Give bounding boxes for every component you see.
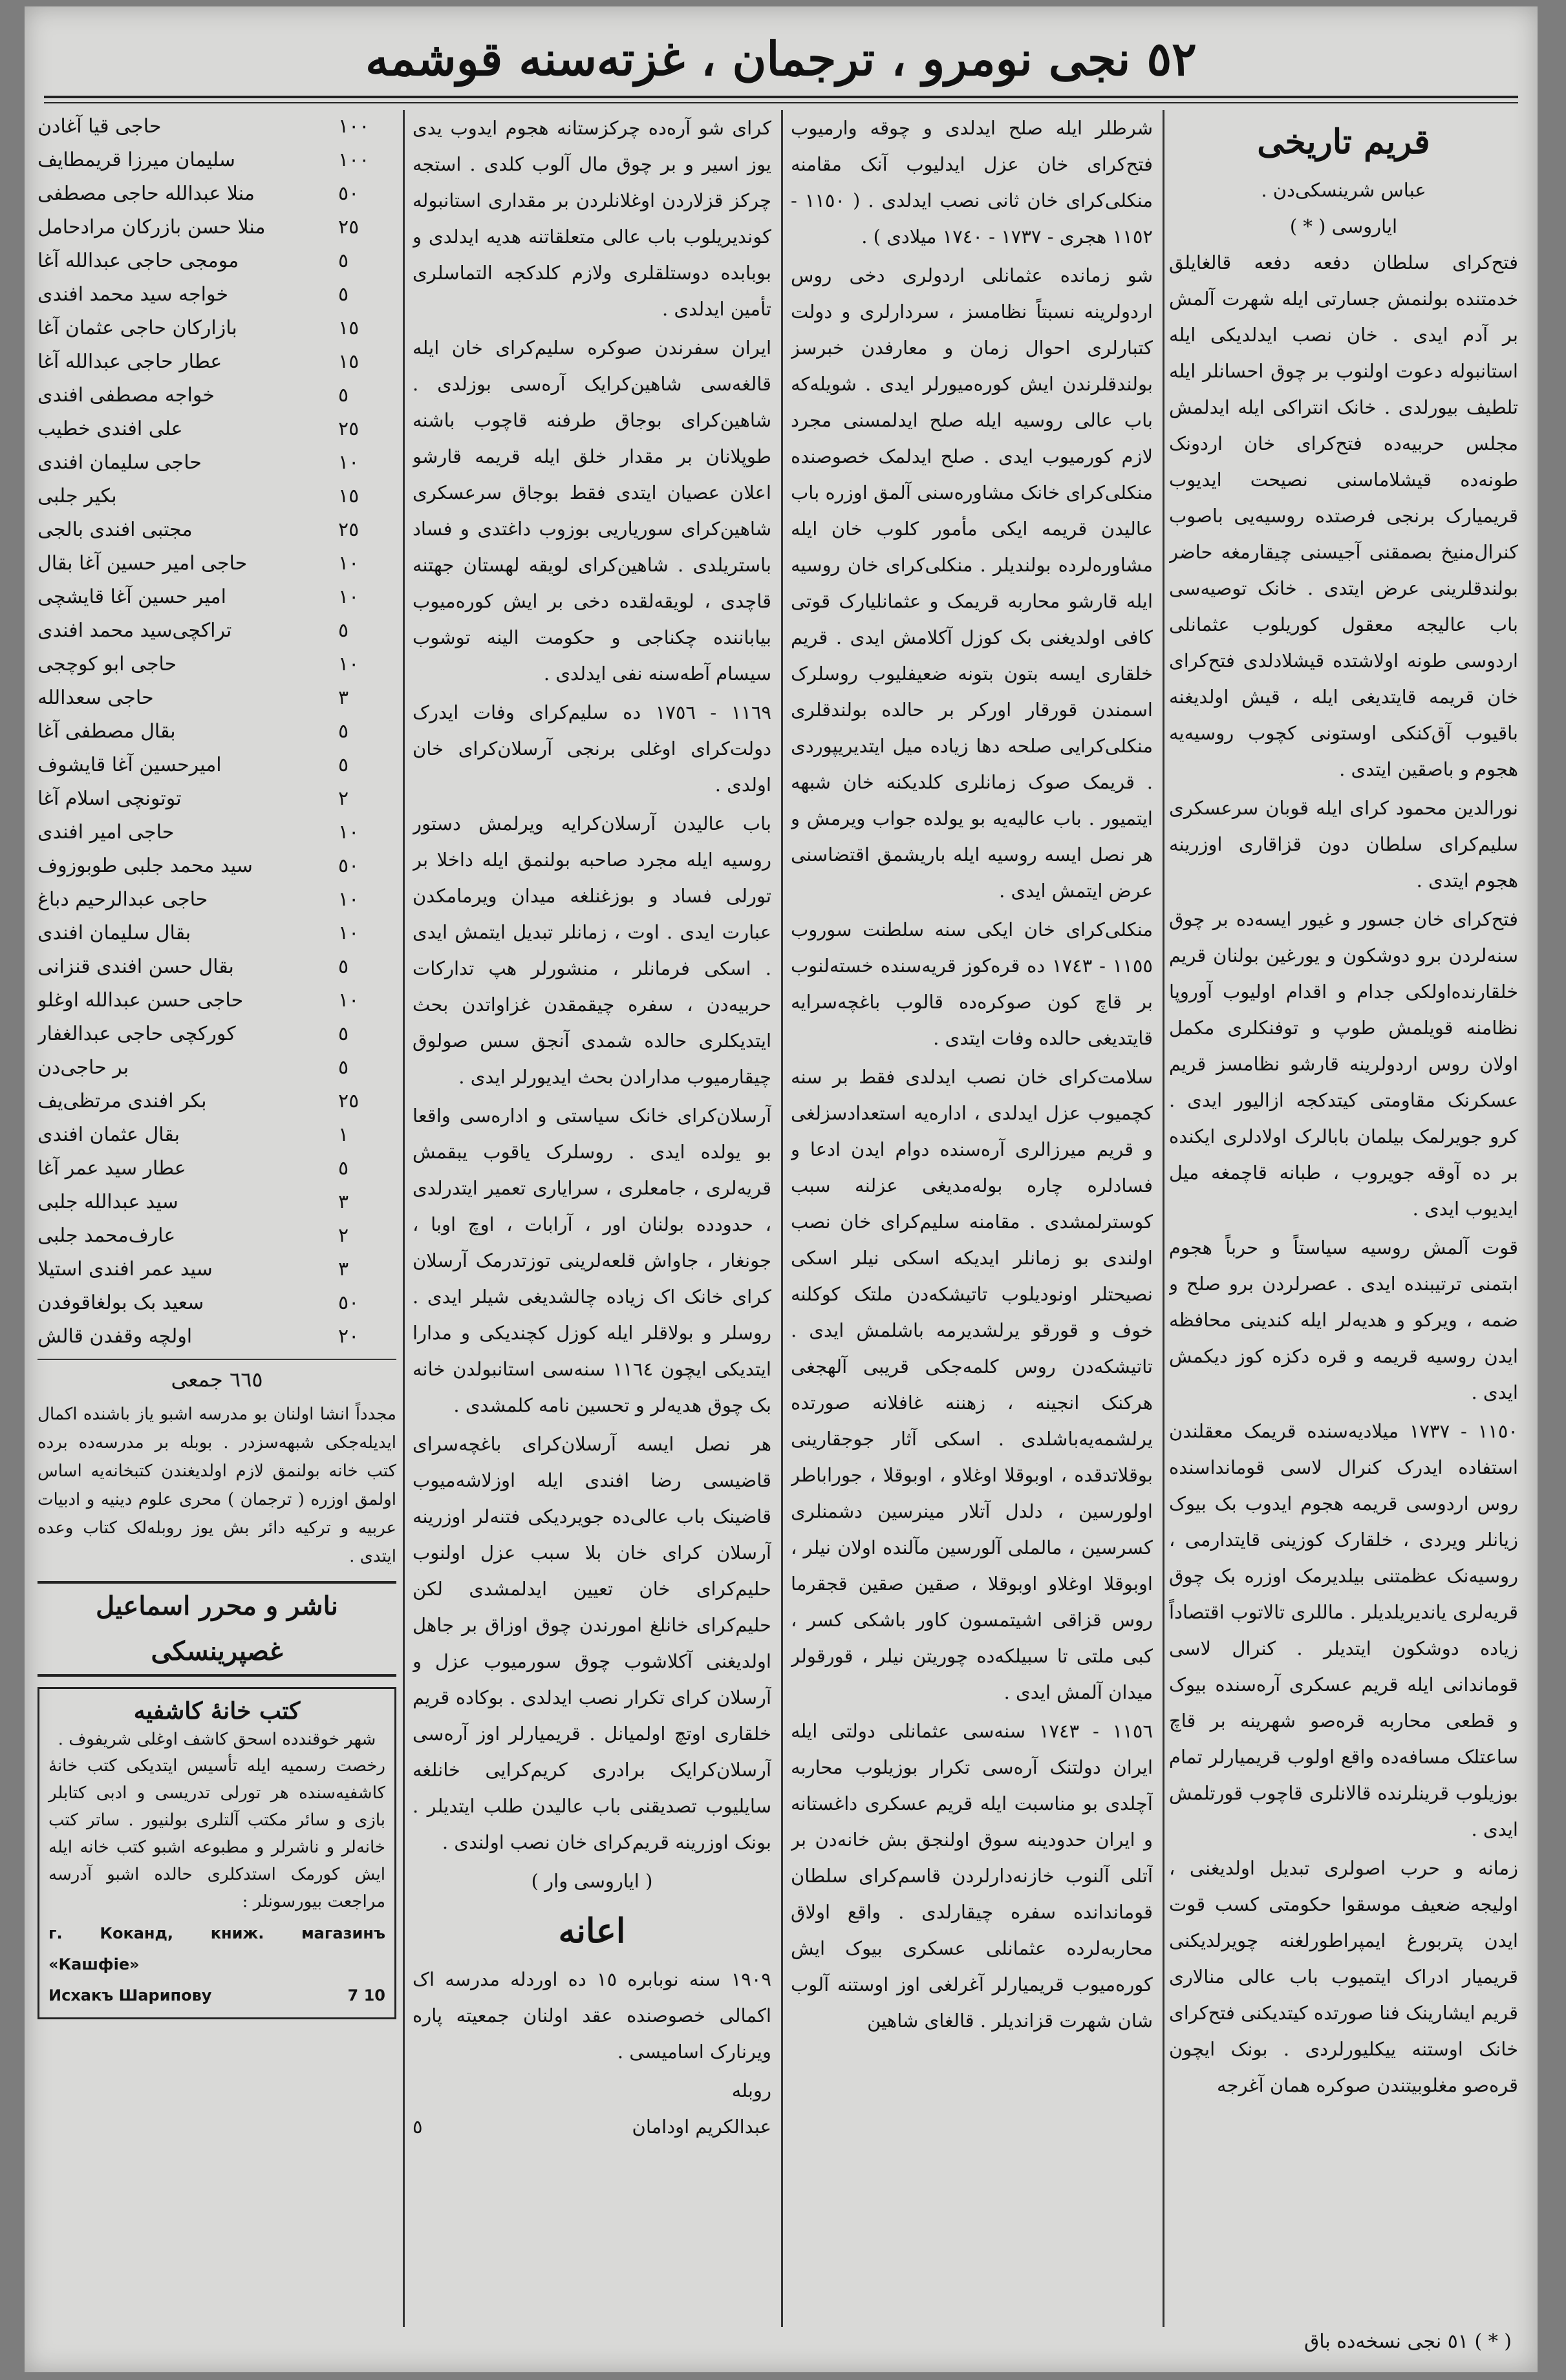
donor-note: مجدداً انشا اولنان بو مدرسه اشبو یاز باشنده اکمال ایدیله‌جکی شبهه‌سزدر . بوبله بر مدرسه‌ده برده کتب خانه بولنمق لازم اولدیغندن کتبخانه‌یه اساس اولمق اوزره ( ترجمان ) محری علوم دینیه و ادبیات عربیه و ترکیه دائر بش یوز روبله‌لک کتاب وعده ایتدی .: [38, 1405, 396, 1566]
donor-row: [38, 1219, 396, 1253]
donor-name: بقال عثمان افندی: [38, 1123, 180, 1146]
article-author: عباس شرینسکی‌دن .: [1261, 179, 1426, 201]
donor-row: [38, 1320, 396, 1354]
donor-amount: ١٠: [338, 989, 359, 1012]
col1-paragraph: زمانه و حرب اصولری تبدیل اولدیغنی ، اولیجه ضعیف موسقوا حکومتی کسب قوت ایدن پتربورغ ایمپراطورلغنه چویرلدیکنی قریمیار ادراک ایتمیوب باب عالی منالاری قریم ایشارینک فنا صورتده کیتدیکنی فتح‌کرای خانک اوستنه ییکلیورلردی . بونک ایچون قره‌صو مغلوبیتندن صوکره همان آغرجه: [1169, 1857, 1518, 2096]
donor-name: سلیمان میرزا قریمطایف: [38, 149, 235, 171]
article-continued: ایاروسی ( * ): [1289, 215, 1398, 237]
donor-name: علی افندی خطیب: [38, 418, 183, 440]
ad-contact: [48, 1980, 385, 2011]
donor-amount: ١٠: [338, 888, 359, 911]
donor-name: حاجی عبدالرحیم دباغ: [38, 888, 208, 911]
donor-row: [38, 143, 396, 177]
donor-amount: ١٥: [338, 350, 359, 373]
donor-row: [38, 1017, 396, 1051]
bookshop-ad: [38, 1687, 396, 2019]
donor-amount: ١٠: [338, 552, 359, 575]
donor-name: سید محمد جلبی طوبوزوف: [38, 855, 253, 877]
ad-subtitle: شهر خوقندده اسحق کاشف اوغلی شریفوف .: [58, 1730, 376, 1749]
donor-name: خواجه سید محمد افندی: [38, 283, 229, 306]
donor-name: منلا عبدالله حاجی مصطفی: [38, 182, 255, 205]
masthead-title: ٥٢ نجی نومرو ، ترجمان ، غزته‌سنه قوشمه: [365, 30, 1197, 86]
column-3: [413, 110, 771, 2333]
donor-row: [38, 816, 396, 849]
donor-row: [38, 177, 396, 211]
donor-row: [38, 1051, 396, 1085]
donor-row: [38, 984, 396, 1017]
donor-row: [38, 244, 396, 278]
donor-name: بقال حسن افندی قنزانی: [38, 955, 234, 978]
donor-row: [38, 547, 396, 580]
donor-amount: ١٠٠: [338, 115, 370, 138]
donor-row: [38, 446, 396, 480]
donor-name: حاجی قیا آغادن: [38, 115, 162, 138]
donor-amount: ١٠: [338, 451, 359, 474]
ad-contact-name: Исхакъ Шарипову: [48, 1986, 212, 2004]
continued-note: ( ایاروسی وار ): [531, 1870, 653, 1892]
donor-amount: ١٠: [338, 653, 359, 675]
donor-name: بقال سلیمان افندی: [38, 922, 191, 944]
donor-name: مومجی حاجی عبدالله آغا: [38, 250, 239, 272]
donor-amount: ٥: [338, 384, 349, 407]
col3-paragraph: هر نصل ایسه آرسلان‌کرای باغچه‌سرای قاضیسی رضا افندی ایله اوزلاشه‌میوب قاضینک باب عالی‌ده جویردیکی فتنه‌لر اوزرینه آرسلان کرای خان بلا سبب عزل اولنوب حلیم‌کرای خان تعیین ایدلمشدی لکن حلیم‌کرای خانلغ امورندن چوق اوزاق بر جاهل اولدیغنی آکلاشوب چوق سورمیوب عزل و آرسلان کرای تکرار نصب ایدلدی . بوکاده قریم خلقاری اوتچ اولمیانل . قریمیارلر اوز آره‌سی آرسلان‌کرایک برادری کریم‌کرایی خانلغه سایلیوب تصدیقنی باب عالیدن طلب ایتدیلر . بونک اوزرینه قریم‌کرای خان نصب اولندی .: [413, 1433, 771, 1853]
donor-amount: ٥: [338, 1056, 349, 1079]
donor-name: حاجی سلیمان افندی: [38, 451, 202, 474]
aid-text: ١٩٠٩ سنه نوبابره ١٥ ده اوردله مدرسه اک اکمالی خصوصنده عقد اولنان جمعیته پاره ویرنارک اسامیسی .: [413, 1968, 771, 2063]
donor-amount: ١٠٠: [338, 149, 370, 171]
donor-name: امیر حسین آغا قایشچی: [38, 586, 226, 608]
donor-amount: ١٠: [338, 821, 359, 844]
donor-name: توتونچی اسلام آغا: [38, 787, 182, 810]
donor-row: [38, 211, 396, 244]
col2-paragraph: شو زمانده عثمانلی اردولری دخی روس اردولرینه نسبتاً نظامسز ، سردارلری و دولت کتبارلری احوال زمان و معارفدن خبرسز بولندقلرندن ایش کوره‌میورلر ایدی . شویله‌که باب عالی روسیه ایله صلح ایدلمسنی مجرد لازم کورمیوب ایدی . صلح ایدلمک خصوصنده منکلی‌کرای خانک مشاوره‌سنی آلمق اوزره باب عالیدن قریمه ایکی مأمور کلوب خان ایله مشاوره‌لرده بولندیلر . منکلی‌کرای خان روسیه ایله قارشو محاربه قریمک و عثمانلیارک قوتی کافی اولدیغنی بک کوزل آکلامش ایدی . قریم خلقاری ایسه بتون بتونه ضعیفلیوب روسلرک اسمندن قورقار اورکر بر حالده بولندقلری منکلی‌کرایی صلحه دها زیاده میل ایتدیریپوردی . قریمک صوک زمانلری کلدیکنه خان شبهه ایتمیور . باب عالیه‌یه بو یولده جواب ویرمش و هر نصل ایسه روسیه ایله باریشمق اقتضاسنی عرض ایتمش ایدی .: [791, 264, 1153, 902]
donor-amount: ١٥: [338, 317, 359, 339]
donor-name: بقال مصطفی آغا: [38, 720, 176, 743]
ad-address-line: г. Коканд, книж. магазинъ «Кашфіе»: [48, 1924, 385, 1973]
donor-row: [38, 1118, 396, 1152]
aid-amount: ٥: [413, 2116, 423, 2138]
donor-name: امیرحسین آغا قایشوف: [38, 754, 222, 776]
donor-row: [38, 950, 396, 984]
donor-amount: ٥: [338, 955, 349, 978]
ad-body: رخصت رسمیه ایله تأسیس ایتدیکی کتب خانهٔ کاشفیه‌سنده هر تورلی تدریسی و ادبی کتابلر بازی و سائر مکتب آلتلری بولنیور . ساتر کتب خانه‌لر و ناشرلر و مطبوعه اشبو کتب خانه ایله ایش کورمک استدکلری حالده اشبو آدرسه مراجعت بیورسونلر :: [48, 1756, 385, 1911]
donor-amount: ٢: [338, 1224, 349, 1247]
donor-row: [38, 278, 396, 312]
donor-name: منلا حسن بازرکان مرادحامل: [38, 216, 266, 239]
column-4: [38, 110, 396, 2333]
donor-row: [38, 1253, 396, 1286]
donor-amount: ٣: [338, 1258, 349, 1280]
col3-paragraph: کرای شو آره‌ده چرکزستانه هجوم ایدوب یدی یوز اسیر و بر چوق مال آلوب کلدی . استجه چرکز قزلاردن اوغلانلردن بر مقداری استانبوله کوندیریلوب باب عالی متعلقاتنه هدیه ایدلدی و بوبابده دوستلقلری ولازم کلدکجه التماسلری تأمین ایدلدی .: [413, 117, 771, 320]
donor-row: [38, 849, 396, 883]
col2-paragraph: شرطلر ایله صلح ایدلدی و چوقه وارمیوب فتح‌کرای خان عزل ایدلیوب آنک مقامنه منکلی‌کرای خان ثانی نصب ایدلدی . ( ١١٥٠ - ١١٥٢ هجری - ١٧٣٧ - ١٧٤٠ میلادی ) .: [791, 117, 1153, 248]
donor-name: حاجی ابو کوچجی: [38, 653, 177, 675]
masthead-rule: [44, 96, 1518, 103]
donor-amount: ١٥: [338, 485, 359, 507]
col3-paragraph: ١١٦٩ - ١٧٥٦ ده سلیم‌کرای وفات ایدرک دولت‌کرای اوغلی برنجی آرسلان‌کرای خان اولدی .: [413, 701, 771, 796]
column-divider: [1163, 110, 1164, 2327]
donor-amount: ١٠: [338, 586, 359, 608]
donor-name: بکیر جلبی: [38, 485, 117, 507]
donor-name: عطار حاجی عبدالله آغا: [38, 350, 222, 373]
donor-amount: ٢٠: [338, 1325, 359, 1348]
article-title: قریم تاریخی: [1257, 122, 1430, 162]
aid-entry: [413, 2109, 771, 2145]
donor-row: [38, 614, 396, 648]
donor-name: بر حاجی‌دن: [38, 1056, 129, 1079]
donor-name: عطار سید عمر آغا: [38, 1157, 186, 1180]
donor-amount: ٥: [338, 283, 349, 306]
donor-row: [38, 110, 396, 143]
donor-amount: ٢٥: [338, 1090, 359, 1112]
col3-paragraph: ایران سفرندن صوکره سلیم‌کرای خان ایله قالغه‌سی شاهین‌کرایک آره‌سی بوزلدی . شاهین‌کرای بوجاق طرفنه قاچوب باشنه طوپلانان بر مقدار خلق ایله قریمه قارشو اعلان عصیان ایتدی فقط بوجاق سرعسکری شاهین‌کرای سوریاریی بوزوب داغتدی و فساد باستریلدی . شاهین‌کرای لویقه لهستان جهتنه قاچدی ، لویقه‌لقده دخی بر ایش کوره‌میوب بیاباننده چکناجی و حکومت الینه توشوب سیسام آطه‌سنه نفی ایدلدی .: [413, 337, 771, 685]
donor-name: سید عمر افندی استیلا: [38, 1258, 213, 1280]
donor-row: [38, 1152, 396, 1185]
col1-paragraph: قوت آلمش روسیه سیاستاً و حرباً هجوم ابتمنی ترتیبنده ایدی . عصرلردن برو صلح و ضمه ، ویرکو و هدیه‌لر ایله کندینی محافظه ایدن روسیه قریمه و قره دکزه کوز دیکمش ایدی .: [1169, 1237, 1518, 1403]
donor-amount: ٢: [338, 787, 349, 810]
ad-phone: 7 10: [347, 1986, 385, 2004]
donor-amount: ٥: [338, 250, 349, 272]
donor-row: [38, 1085, 396, 1118]
aid-title: اعانه: [558, 1911, 626, 1951]
donor-amount: ٥: [338, 754, 349, 776]
aid-unit: روبله: [731, 2079, 771, 2101]
donor-row: [38, 345, 396, 379]
col1-paragraph: فتح‌کرای سلطان دفعه دفعه قالغایلق خدمتنده بولنمش جسارتی ایله شهرت آلمش بر آدم ایدی . خان نصب ایدلدیکی ایله استانبوله دعوت اولنوب بر چوق احسانلر ایله تلطیف بیورلدی . خانک انتراکی ایله ایدلمش مجلس حربیه‌ده فتح‌کرای خان اردونک طونه‌ده قیشلاماسنی نصیحت ایدیوب قریمیارک برنجی فرصتده روسیه‌یی باصوب کنرال‌منیخ‌ بصمقنی آجیسنی چیقارمغه حاضر بولندقلرینی عرض ایتدی . خانک توصیه‌سی باب عالیجه معقول کوریلوب عثمانلی اردوسی طونه اولاشتده قیشلادلدی فتح‌کرای خان قریمه قایتدیغی ایله ، قیش اولدیغنه باقیوب آق‌کنکی اوستونی کچوب روسیه‌یه هجوم و باصقین ایتدی .: [1169, 251, 1518, 780]
donor-row: [38, 782, 396, 816]
donor-row: [38, 715, 396, 749]
column-1: [1169, 110, 1518, 2333]
donor-name: حاجی حسن عبدالله اوغلو: [38, 989, 244, 1012]
masthead: [25, 19, 1538, 97]
donor-row: [38, 917, 396, 950]
donor-amount: ١: [338, 1123, 349, 1146]
donor-amount: ٢٥: [338, 216, 359, 239]
donor-name: خواجه مصطفی افندی: [38, 384, 215, 407]
col1-paragraph: نورالدین محمود کرای ایله قوبان سرعسکری سلیم‌کرای سلطان دون قزاقاری اوزرینه هجوم ایتدی .: [1169, 797, 1518, 891]
donor-row: [38, 312, 396, 345]
column-2: [791, 110, 1153, 2333]
donor-row: [38, 648, 396, 681]
donor-row: [38, 1185, 396, 1219]
donor-list: [38, 110, 396, 1354]
publisher-line: ناشر و محرر اسماعیل غصپرینسکی: [38, 1581, 396, 1677]
donor-row: [38, 1286, 396, 1320]
column-divider: [781, 110, 783, 2327]
col3-paragraph: باب عالیدن آرسلان‌کرایه ویرلمش دستور روسیه ایله مجرد صاحبه بولنمق ایله داخلا بر تورلی فساد و بوزغنلغه میدان ویرمامکدن عبارت ایدی . اوت ، زمانلر تبدیل ایتمش ایدی . اسکی فرمانلر ، منشورلر هپ تدارکات حربیه‌دن ، سفره چیقمقدن غزاواتدن بحث ایتدیکلری حالده شمدی آنجق سس صولوق چیقارمیوب مدارادن بحث ایدیورلر ایدی .: [413, 813, 771, 1088]
column-divider: [403, 110, 405, 2327]
donor-amount: ٢٥: [338, 418, 359, 440]
col1-paragraph: ١١٥٠ - ١٧٣٧ میلادیه‌سنده قریمک معقلندن استفاده ایدرک کنرال لاسی قومانداسنده روس اردوسی قریمه هجوم ایدوب بک بیوک زیانلر ویردی ، خلقارک کوزینی قایتدارمی ، روسیه‌نک عظمتنی بیلدیرمک اوزره بک چوق قریه‌لری یاندیریلدیلر . ماللری تالاتوب اقتصاداً زیاده دوشکون ایتدیلر . کنرال لاسی قوماندانی ایله قریم عسکری آره‌سنده بیوک و قطعی محاربه قره‌صو شهرینه بر قاچ ساعتلک مسافه‌ده واقع اولوب قریمیارلر تمام بوزیلوب قرینلرنده قالانلری قاچوب قورتلمش ایدی .: [1169, 1420, 1518, 1840]
donor-amount: ٥: [338, 619, 349, 642]
donor-row: [38, 513, 396, 547]
donor-amount: ٥: [338, 1157, 349, 1180]
donor-name: اولچه وقفدن قالش: [38, 1325, 193, 1348]
donor-amount: ١٠: [338, 922, 359, 944]
col3-paragraph: آرسلان‌کرای خانک سیاستی و ادارەسی واقعا بو یولده ایدی . روسلرک یاقوب یبقمش قریه‌لری ، جامعلری ، سرایاری تعمیر ایتدرلدی ، حدودده بولنان اور ، آرابات ، اوچ اوبا ، جونغار ، جاواش قلعه‌لرینی توزتدرمک آرسلان کرای خانک اک زیاده چالشدیغی شیلر ایدی . روسلر و بولاقلر ایله کوزل کچندیکی و مدارا ایتدیکی ایچون ١١٦٤ سنه‌سی استانبولدن خانه بک چوق هدیه‌لر و تحسین نامه کلمشدی .: [413, 1105, 771, 1416]
donor-name: بکر افندی مرتظی‌یف: [38, 1090, 207, 1112]
donor-amount: ٢٥: [338, 518, 359, 541]
donor-name: تراکچی‌سید محمد افندی: [38, 619, 232, 642]
donor-total: ٦٦٥ جمعی: [38, 1359, 396, 1395]
donor-name: سعید بک بولغاقوفدن: [38, 1291, 204, 1314]
donor-row: [38, 480, 396, 513]
donor-row: [38, 883, 396, 917]
donor-amount: ٣: [338, 1191, 349, 1213]
col1-paragraph: فتح‌کرای خان جسور و غیور ایسه‌ده بر چوق سنه‌لردن برو دوشکون و یورغین بولنان قریم خلقارنده‌اولکی جدام و اقدام اولیوب آوروپا نظامنه قویلمش طوپ و توفنکلری مکمل اولان روس اردولرینه قارشو نظامسز قریم عسکرنک مقاومتی کیتدکجه ازالیور ایدی . کرو جویرلمک بیلمان بابالرک اولادلری ایکنده بر ده آوقه جویروب ، طبانه قاچمغه میل ایدیوب ایدی .: [1169, 908, 1518, 1220]
donor-row: [38, 749, 396, 782]
newspaper-page: [25, 6, 1538, 2372]
donor-name: عارف‌محمد جلبی: [38, 1224, 176, 1247]
col2-paragraph: سلامت‌کرای خان نصب ایدلدی فقط بر سنه کچمیوب عزل ایدلدی ، اداره‌یه استعدادسزلغی و قریم میرزالری آره‌سنده دوام ایدن ادعا و فسادلره چاره بوله‌مدیغی عزلنه سبب کوسترلمشدی . مقامنه سلیم‌کرای خان نصب اولندی بو زمانلر ایدیکه اسکی نیلر اسکی نصیحتلر اونودیلوب تاتیشکه‌دن ملتک کوکلنه خوف و قورقو یرلشدیرمه باشلمش ایدی . تاتیشکه‌دن روس کلمه‌جکی قریبی آلهجغی هرکنک انجینه ، زهننه غافلانه صورتده یرلشمه‌یه‌باشلدی . اسکی آثار جوجقارینی بوقلاتدقده ، اوبوقلا اوغلاو ، اوبوقلا ، جوراباطر اولورسین ، دلدل آتلار مینرسین دشمنلری کسرسین ، مالملی آلورسین مآلنده اولان نیلر ، اوبوقلا اوغلاو اوبوقلا ، صقین صقین قجقرما روس قزاقی اشیتمسون کاور باشکی کسر ، کبی ملتی تا سبیلکه‌ده چوریتن نیلر ، قورقولر میدان آلمش ایدی .: [791, 1066, 1153, 1703]
donor-name: حاجی امیر حسین آغا بقال: [38, 552, 248, 575]
donor-row: [38, 580, 396, 614]
aid-name: عبدالکریم اودامان: [632, 2116, 771, 2138]
donor-amount: ٥: [338, 1023, 349, 1045]
donor-name: حاجی سعدالله: [38, 686, 154, 709]
col2-paragraph: ١١٥٦ - ١٧٤٣ سنه‌سی عثمانلی دولتی ایله ایران دولتنک آره‌سی تکرار بوزیلوب محاربه آچلدی بو مناسبت ایله قریم عسکری داغستانه و ایران حدودینه سوق اولنجق بش خانه‌دن بر آتلی آلنوب خازنه‌دارلردن قاسم‌کرای سلطان قوماندانده سفره چیقارلدی . واقع اولاق محاربه‌لرده عثمانلی عسکری بیوک ایش کوره‌میوب قریمیارلر آغرلغی اوز اوستنه آلوب شان شهرت قزاندیلر . قالغای شاهین: [791, 1720, 1153, 2032]
donor-amount: ٥٠: [338, 1291, 359, 1314]
col2-paragraph: منکلی‌کرای خان ایکی سنه سلطنت سوروب ١١٥٥ - ١٧٤٣ ده قره‌کوز قریه‌سنده خسته‌لنوب بر قاچ کون صوکره‌ده قالوب باغچه‌سرایه قایتدیغی حالده وفات ایتدی .: [791, 919, 1153, 1049]
donor-amount: ٣: [338, 686, 349, 709]
donor-name: بازارکان حاجی عثمان آغا: [38, 317, 237, 339]
donor-name: کورکچی حاجی عبدالغفار: [38, 1023, 236, 1045]
donor-row: [38, 412, 396, 446]
donor-name: مجتبی افندی بالجی: [38, 518, 193, 541]
donor-row: [38, 379, 396, 412]
donor-amount: ٥٠: [338, 182, 359, 205]
ad-address: [48, 1918, 385, 1980]
donor-name: سید عبدالله جلبی: [38, 1191, 178, 1213]
donor-name: حاجی امیر افندی: [38, 821, 175, 844]
donor-amount: ٥٠: [338, 855, 359, 877]
donor-amount: ٥: [338, 720, 349, 743]
donor-row: [38, 681, 396, 715]
ad-title: کتب خانهٔ کاشفیه: [133, 1697, 301, 1725]
article-footnote: ( * ) ٥١ نجی نسخه‌ده باق: [1304, 2330, 1512, 2353]
